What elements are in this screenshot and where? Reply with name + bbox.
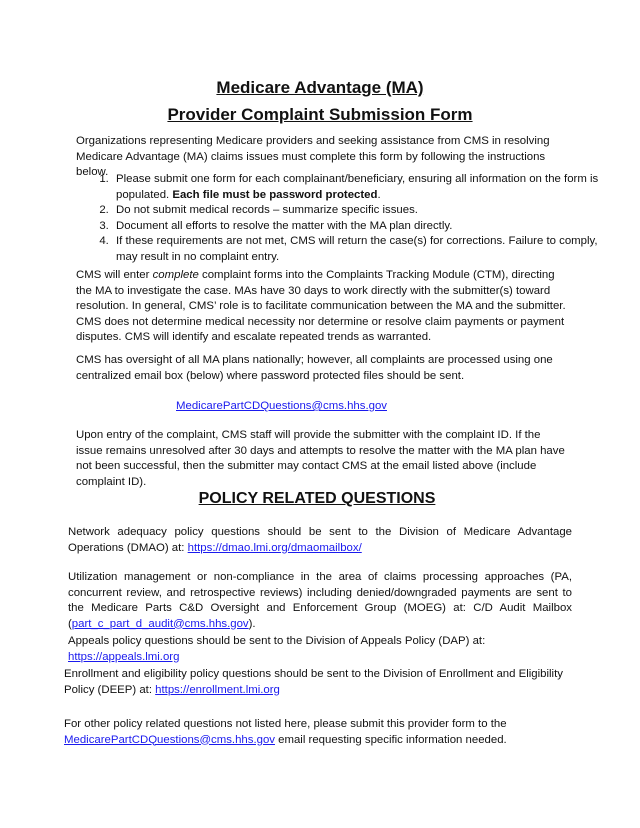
intro-paragraph: Organizations representing Medicare providers and seeking assistance from CMS in resolving Medicare Advantage (MA) claims issues must complete this form by following the instructions below. <box>76 135 550 178</box>
appeals-text: Appeals policy questions should be sent to the Division of Appeals Policy (DAP) at: <box>68 635 486 647</box>
util-text: Utilization management or non-compliance in the area of claims processing approaches (PA, concurrent review, and retrospective reviews) including denied/downgraded payments are sent to the Medicare Parts C&D Oversight and Enforcement Group (MOEG) at: C/D Audit Mailbox ( <box>68 571 572 630</box>
dmao-link[interactable]: https://dmao.lmi.org/dmaomailbox/ <box>187 541 362 554</box>
audit-mailbox-link[interactable]: part_c_part_d_audit@cms.hhs.gov <box>71 617 249 630</box>
appeals-paragraph <box>68 634 572 665</box>
other-questions-paragraph <box>64 717 564 748</box>
page-title: Medicare Advantage (MA) <box>216 78 424 97</box>
enrollment-paragraph <box>64 667 564 698</box>
instruction-1-bold: Each file must be password protected <box>172 188 378 201</box>
oversight-paragraph: CMS has oversight of all MA plans nationally; however, all complaints are processed using one centralized email box (below) where password protected files should be sent. <box>76 354 553 382</box>
enroll-text: Enrollment and eligibility policy questions should be sent to the Division of Enrollment and Eligibility Policy (DEEP) at: <box>64 668 563 696</box>
other-email-link[interactable]: MedicarePartCDQuestions@cms.hhs.gov <box>64 733 275 746</box>
instruction-1-end: . <box>377 188 381 201</box>
cms-role-text-end: complaint forms into the Complaints Tracking Module (CTM), directing the MA to investigate the case. MAs have 30 days to work directly with the submitter(s) toward resolution. In general, CMS’ role is to facilitate communication between the MA and the submitter. CMS does not determine medical necessity nor determine or resolve claim payments or payment disputes. CMS will identify and escalate repeated trends as warranted. <box>76 269 566 343</box>
complaint-id-paragraph: Upon entry of the complaint, CMS staff will provide the submitter with the complaint ID. If the issue remains unresolved after 30 days and attempts to resolve the matter with the MA plan have not been successful, then the submitter may contact CMS at the email listed above (include complaint ID). <box>76 429 565 488</box>
network-text: Network adequacy policy questions should be sent to the Division of Medicare Advantage Operations (DMAO) at: <box>68 526 572 554</box>
instructions-list <box>76 172 602 265</box>
instruction-item: 4. If these requirements are not met, CMS will return the case(s) for corrections. Failure to comply, may result in no complaint entry. <box>112 234 602 265</box>
network-adequacy-paragraph <box>68 525 572 556</box>
appeals-link[interactable]: https://appeals.lmi.org <box>68 650 180 663</box>
other-end: email requesting specific information needed. <box>274 733 507 746</box>
form-title: Provider Complaint Submission Form <box>167 105 473 124</box>
central-email-link[interactable]: MedicarePartCDQuestions@cms.hhs.gov <box>176 400 387 412</box>
cms-role-text-start: CMS will enter <box>76 269 153 281</box>
other-text: For other policy related questions not listed here, please submit this provider form to the <box>64 718 507 730</box>
cms-role-paragraph <box>76 268 566 346</box>
instruction-item <box>112 172 602 203</box>
instruction-item: 2. Do not submit medical records – summarize specific issues. <box>112 203 602 219</box>
cms-role-emphasis: complete <box>152 269 199 281</box>
instruction-1-text: Please submit one form for each complainant/beneficiary, ensuring all information on the form is populated. <box>116 173 599 201</box>
policy-heading: POLICY RELATED QUESTIONS <box>198 490 436 507</box>
enrollment-link[interactable]: https://enrollment.lmi.org <box>155 683 280 696</box>
util-end: ). <box>248 617 256 630</box>
utilization-paragraph <box>68 570 572 632</box>
instruction-item: 3. Document all efforts to resolve the matter with the MA plan directly. <box>112 219 602 235</box>
